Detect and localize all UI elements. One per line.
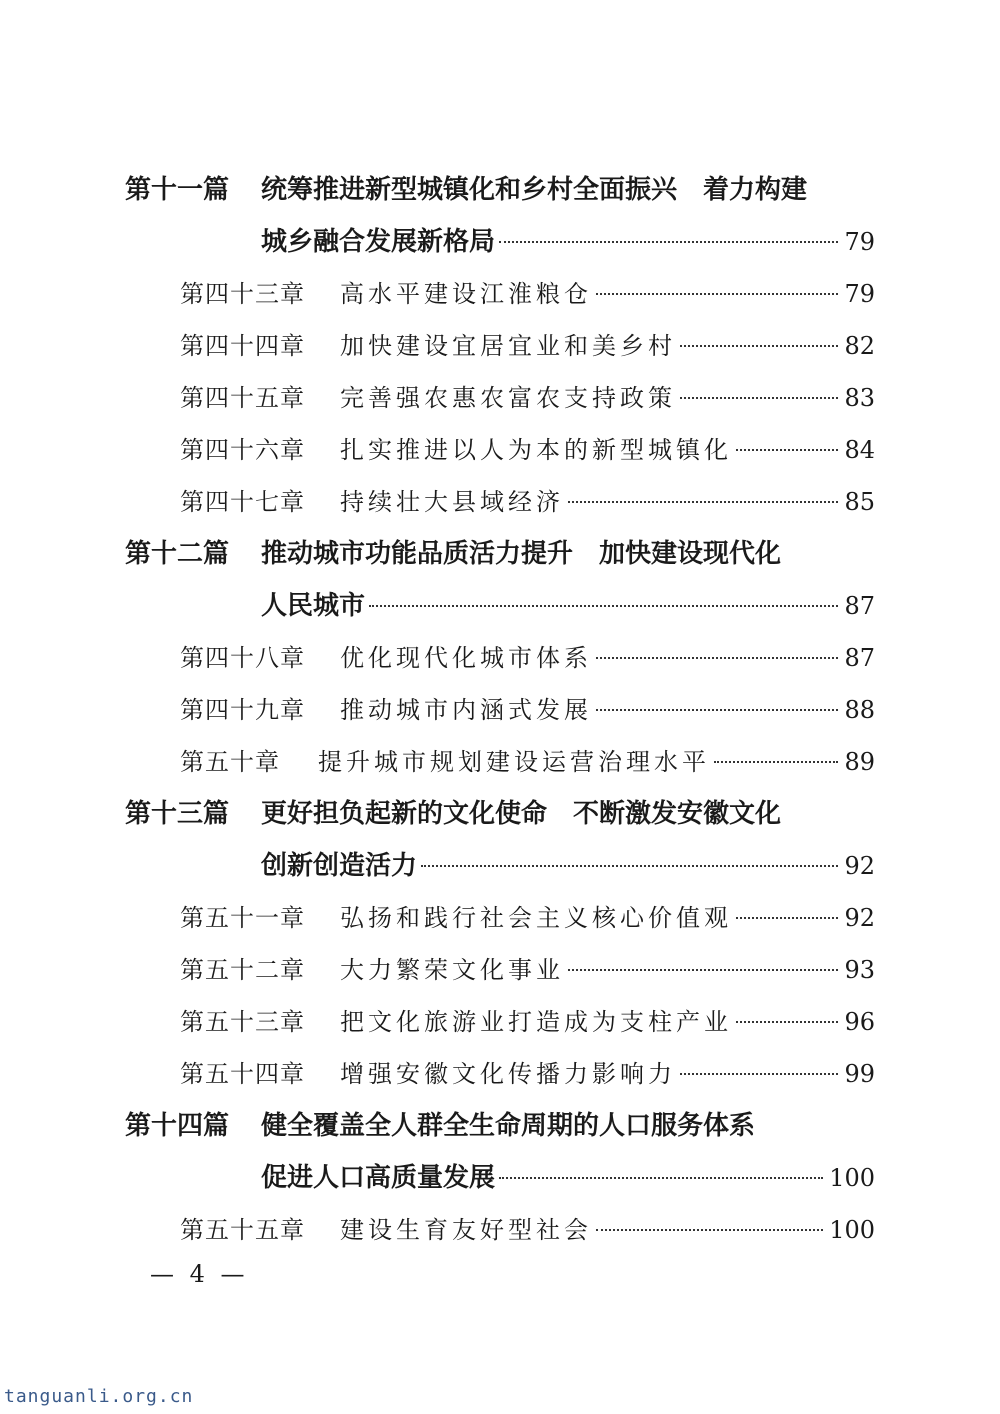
part-title-line2: 城乡融合发展新格局 (261, 227, 496, 257)
page-number: 100 (829, 1216, 875, 1244)
part-number: 第十四篇 (125, 1111, 230, 1141)
watermark: tanguanli.org.cn (4, 1386, 194, 1407)
dot-leader (596, 1229, 823, 1231)
toc-part (125, 164, 875, 268)
part-number: 第十二篇 (125, 539, 230, 569)
toc-chapter-entry[interactable] (180, 736, 875, 788)
dot-leader (736, 1021, 838, 1023)
chapter-number: 第五十四章 (180, 1060, 305, 1088)
chapter-number: 第四十四章 (180, 332, 305, 360)
part-title-line2: 促进人口高质量发展 (261, 1163, 496, 1193)
toc-chapter-entry[interactable] (180, 944, 875, 996)
dot-leader (499, 1177, 823, 1179)
toc-chapter-entry[interactable] (180, 372, 875, 424)
page-footer-number: — 4 — (150, 1260, 249, 1288)
part-heading-line2[interactable] (261, 216, 875, 268)
chapter-number: 第四十三章 (180, 280, 305, 308)
toc-chapter-entry[interactable] (180, 476, 875, 528)
chapter-title: 把文化旅游业打造成为支柱产业 (340, 1008, 732, 1036)
page-number: 79 (844, 228, 875, 256)
dot-leader (369, 605, 838, 607)
chapter-title: 完善强农惠农富农支持政策 (340, 384, 676, 412)
toc-part (125, 1100, 875, 1204)
toc-chapter-entry[interactable] (180, 632, 875, 684)
toc-part (125, 788, 875, 892)
page-number: 92 (844, 852, 875, 880)
chapter-number: 第四十六章 (180, 436, 305, 464)
part-title-line2: 创新创造活力 (261, 851, 418, 881)
page-number: 83 (844, 384, 875, 412)
dot-leader (680, 345, 838, 347)
toc-part (125, 528, 875, 632)
chapter-title: 建设生育友好型社会 (340, 1216, 592, 1244)
chapter-number: 第四十九章 (180, 696, 305, 724)
page-number: 87 (844, 592, 875, 620)
page-number: 93 (844, 956, 875, 984)
chapter-title: 大力繁荣文化事业 (340, 956, 564, 984)
part-title-line2: 人民城市 (261, 591, 366, 621)
toc-chapter-entry[interactable] (180, 1204, 875, 1256)
part-number: 第十一篇 (125, 175, 230, 205)
page-number: 92 (844, 904, 875, 932)
page-number: 88 (844, 696, 875, 724)
chapter-title: 弘扬和践行社会主义核心价值观 (340, 904, 732, 932)
page-number: 89 (844, 748, 875, 776)
part-number: 第十三篇 (125, 799, 230, 829)
dot-leader (596, 293, 838, 295)
chapter-number: 第五十五章 (180, 1216, 305, 1244)
part-heading-line2[interactable] (261, 580, 875, 632)
chapter-number: 第五十三章 (180, 1008, 305, 1036)
page-number: 87 (844, 644, 875, 672)
chapter-number: 第四十五章 (180, 384, 305, 412)
dot-leader (736, 917, 838, 919)
page-number: 84 (844, 436, 875, 464)
part-title-line1: 统筹推进新型城镇化和乡村全面振兴 着力构建 (261, 175, 808, 205)
page-number: 79 (844, 280, 875, 308)
chapter-title: 扎实推进以人为本的新型城镇化 (340, 436, 732, 464)
page-number: 96 (844, 1008, 875, 1036)
dot-leader (596, 657, 838, 659)
toc-chapter-entry[interactable] (180, 996, 875, 1048)
dot-leader (714, 761, 838, 763)
toc-chapter-entry[interactable] (180, 424, 875, 476)
part-title-line1: 推动城市功能品质活力提升 加快建设现代化 (261, 539, 782, 569)
chapter-number: 第五十二章 (180, 956, 305, 984)
part-heading (125, 1100, 875, 1152)
chapter-number: 第五十章 (180, 748, 280, 776)
chapter-title: 持续壮大县域经济 (340, 488, 564, 516)
chapter-title: 高水平建设江淮粮仓 (340, 280, 592, 308)
part-heading-line2[interactable] (261, 840, 875, 892)
part-heading-line2[interactable] (261, 1152, 875, 1204)
toc-chapter-entry[interactable] (180, 320, 875, 372)
toc-chapter-entry[interactable] (180, 684, 875, 736)
toc-chapter-entry[interactable] (180, 892, 875, 944)
part-heading (125, 164, 875, 216)
chapter-title: 增强安徽文化传播力影响力 (340, 1060, 676, 1088)
chapter-number: 第五十一章 (180, 904, 305, 932)
dot-leader (499, 241, 838, 243)
dot-leader (680, 1073, 838, 1075)
toc-chapter-entry[interactable] (180, 268, 875, 320)
dot-leader (568, 501, 838, 503)
dot-leader (568, 969, 838, 971)
page-number: 99 (844, 1060, 875, 1088)
chapter-title: 推动城市内涵式发展 (340, 696, 592, 724)
page-number: 100 (829, 1164, 875, 1192)
chapter-title: 加快建设宜居宜业和美乡村 (340, 332, 676, 360)
part-title-line1: 健全覆盖全人群全生命周期的人口服务体系 (261, 1111, 756, 1141)
dot-leader (596, 709, 838, 711)
page-number: 82 (844, 332, 875, 360)
part-heading (125, 528, 875, 580)
part-title-line1: 更好担负起新的文化使命 不断激发安徽文化 (261, 799, 782, 829)
chapter-number: 第四十八章 (180, 644, 305, 672)
dot-leader (421, 865, 838, 867)
chapter-title: 提升城市规划建设运营治理水平 (318, 748, 710, 776)
chapter-number: 第四十七章 (180, 488, 305, 516)
dot-leader (736, 449, 838, 451)
dot-leader (680, 397, 838, 399)
chapter-title: 优化现代化城市体系 (340, 644, 592, 672)
page-number: 85 (844, 488, 875, 516)
part-heading (125, 788, 875, 840)
toc-chapter-entry[interactable] (180, 1048, 875, 1100)
